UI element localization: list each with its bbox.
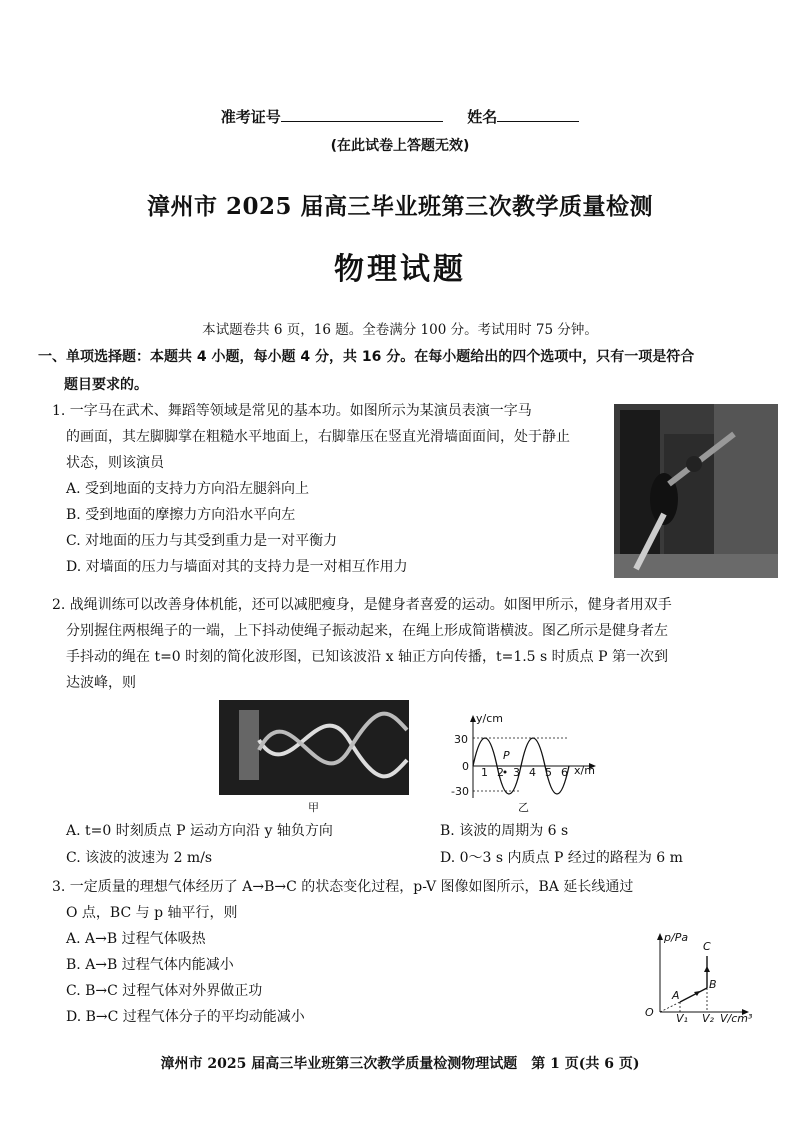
pv-point-c: C (703, 940, 711, 953)
wave-ytick-30: 30 (454, 733, 468, 746)
wave-xlabel: x/m (574, 764, 595, 777)
exam-id-blank (281, 107, 443, 122)
pv-ylabel: p/Pa (664, 931, 689, 944)
q2-option-a: A. t=0 时刻质点 P 运动方向沿 y 轴负方向 (66, 823, 333, 839)
pv-point-a: A (672, 989, 680, 1002)
battle-rope-photo (219, 700, 409, 795)
wave-xtick-3: 3 (513, 766, 520, 779)
pv-v1: V₁ (676, 1012, 688, 1025)
wave-xtick-2: 2 (497, 766, 504, 779)
name-label: 姓名 (467, 108, 498, 126)
pv-point-b: B (709, 978, 717, 991)
candidate-info (0, 106, 800, 127)
wave-xtick-1: 1 (481, 766, 488, 779)
section-line-1: 一、单项选择题：本题共 4 小题，每小题 4 分，共 16 分。在每小题给出的四个选项中，只有一项是符合 (38, 349, 695, 365)
q3-option-c: C. B→C 过程气体对外界做正功 (66, 983, 263, 999)
section-line-2: 题目要求的。 (64, 377, 148, 393)
q1-option-a: A. 受到地面的支持力方向沿左腿斜向上 (66, 481, 310, 497)
pv-origin: O (645, 1006, 654, 1019)
wave-xtick-5: 5 (545, 766, 552, 779)
section-heading (38, 343, 778, 399)
q2-stem-2: 分别握住两根绳子的一端，上下抖动使绳子振动起来，在绳上形成简谐横波。图乙所示是健身者左 (66, 623, 668, 639)
question-2 (52, 592, 772, 696)
fig-label-jia: 甲 (308, 801, 319, 814)
performer-photo (614, 404, 778, 578)
wave-ytick-0: 0 (462, 760, 469, 773)
q3-stem-2: O 点，BC 与 p 轴平行，则 (66, 905, 238, 921)
wave-xtick-4: 4 (529, 766, 536, 779)
question-1 (52, 398, 597, 580)
q2-option-d: D. 0～3 s 内质点 P 经过的路程为 6 m (440, 850, 683, 866)
q3-option-d: D. B→C 过程气体分子的平均动能减小 (66, 1009, 305, 1025)
wave-ylabel: y/cm (476, 712, 503, 725)
q1-option-b: B. 受到地面的摩擦力方向沿水平向左 (66, 507, 296, 523)
exam-title: 漳州市 2025 届高三毕业班第三次教学质量检测 (146, 193, 654, 220)
wave-ytick-neg30: -30 (451, 785, 469, 798)
pv-xlabel: V/cm³ (720, 1012, 753, 1025)
q2-option-c: C. 该波的波速为 2 m/s (66, 850, 213, 866)
wave-point-p: P (503, 749, 510, 762)
fig-label-yi: 乙 (518, 801, 529, 814)
q1-option-d: D. 对墙面的压力与墙面对其的支持力是一对相互作用力 (66, 559, 408, 575)
q2-stem-1: 2. 战绳训练可以改善身体机能，还可以减肥瘦身，是健身者喜爱的运动。如图甲所示，健身者用双手 (52, 597, 672, 613)
page-footer: 漳州市 2025 届高三毕业班第三次教学质量检测物理试题 第 1 页(共 6 页) (160, 1056, 640, 1072)
q2-stem-3: 手抖动的绳在 t=0 时刻的简化波形图，已知该波沿 x 轴正方向传播，t=1.5 s 时质点 P 第一次到 (66, 649, 668, 665)
q1-stem-2: 的画面，其左脚脚掌在粗糙水平地面上，右脚靠压在竖直光滑墙面面间，处于静止 (66, 429, 570, 445)
q2-stem-4: 达波峰，则 (66, 675, 136, 691)
q3-option-a: A. A→B 过程气体吸热 (66, 931, 206, 947)
invalid-note: (在此试卷上答题无效) (330, 138, 470, 154)
q2-option-b: B. 该波的周期为 6 s (440, 823, 569, 839)
subject-title: 物理试题 (334, 252, 466, 287)
exam-id-label: 准考证号 (220, 108, 281, 126)
q3-option-b: B. A→B 过程气体内能减小 (66, 957, 234, 973)
name-blank (497, 107, 579, 122)
q1-option-c: C. 对地面的压力与其受到重力是一对平衡力 (66, 533, 338, 549)
wave-xtick-6: 6 (561, 766, 568, 779)
exam-intro: 本试题卷共 6 页，16 题。全卷满分 100 分。考试用时 75 分钟。 (202, 322, 598, 338)
pv-v2: V₂ (702, 1012, 714, 1025)
q1-stem-3: 状态，则该演员 (66, 455, 164, 471)
q1-stem-1: 1. 一字马在武术、舞蹈等领域是常见的基本功。如图所示为某演员表演一字马 (52, 403, 532, 419)
q3-stem-1: 3. 一定质量的理想气体经历了 A→B→C 的状态变化过程，p-V 图像如图所示，BA 延长线通过 (52, 879, 634, 895)
